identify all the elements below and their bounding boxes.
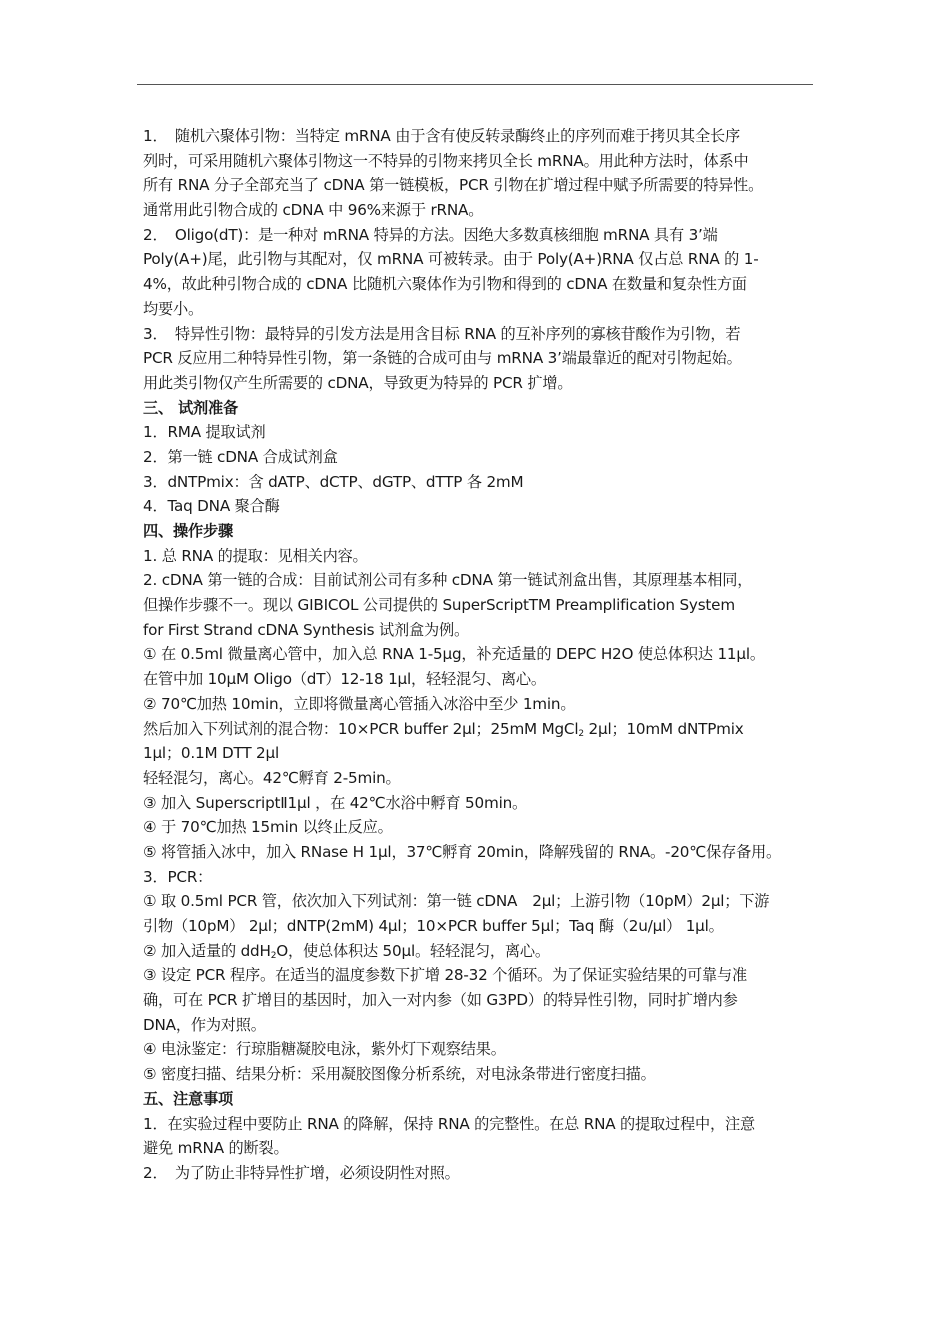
line-text: ③ 设定 PCR 程序。在适当的温度参数下扩增 28-32 个循环。为了保证实验结果的可靠与准 (143, 966, 747, 985)
line-text: ⑤ 将管插入冰中，加入 RNase H 1μl，37℃孵育 20min，降解残留的 RNA。-20℃保存备用。 (143, 842, 782, 861)
line-text: 然后加入下列试剂的混合物：10×PCR buffer 2μl；25mM MgCl (143, 719, 579, 738)
line-text: 3． 特异性引物：最特异的引发方法是用含目标 RNA 的互补序列的寡核苷酸作为引物，若 (143, 324, 741, 343)
text-line (143, 494, 815, 519)
text-line (143, 544, 815, 569)
line-text: 4．Taq DNA 聚合酶 (143, 497, 280, 516)
line-text: 三、 试剂准备 (143, 398, 239, 417)
text-line (143, 346, 815, 371)
text-line (143, 1136, 815, 1161)
text-line (143, 223, 815, 248)
text-line (143, 322, 815, 347)
line-text: ④ 于 70℃加热 15min 以终止反应。 (143, 818, 393, 837)
line-text: 列时，可采用随机六聚体引物这一不特异的引物来拷贝全长 mRNA。用此种方法时，体系中 (143, 151, 749, 170)
line-text: ④ 电泳鉴定：行琼脂糖凝胶电泳，紫外灯下观察结果。 (143, 1040, 506, 1059)
text-line (143, 667, 815, 692)
text-line (143, 741, 815, 766)
text-line (143, 247, 815, 272)
line-text: 五、注意事项 (143, 1089, 233, 1108)
line-text: 2． Oligo(dT)：是一种对 mRNA 特异的方法。因绝大多数真核细胞 mRNA 具有 3’端 (143, 225, 718, 244)
text-line (143, 963, 815, 988)
line-text: 所有 RNA 分子全部充当了 cDNA 第一链模板，PCR 引物在扩增过程中赋予所需要的特异性。 (143, 176, 764, 195)
line-text: 但操作步骤不一。现以 GIBICOL 公司提供的 SuperScriptTM Preamplification System (143, 596, 735, 615)
line-text: 避免 mRNA 的断裂。 (143, 1139, 289, 1158)
text-line (143, 420, 815, 445)
text-line (143, 1013, 815, 1038)
text-line (143, 618, 815, 643)
line-text-after: 2μl；10mM dNTPmix (583, 719, 744, 738)
text-line (143, 1037, 815, 1062)
text-line (143, 642, 815, 667)
line-text: 4%，故此种引物合成的 cDNA 比随机六聚体作为引物和得到的 cDNA 在数量和复杂性方面 (143, 275, 747, 294)
line-text: 1．RMA 提取试剂 (143, 423, 266, 442)
line-text: ② 加入适量的 ddH (143, 941, 271, 960)
text-line (143, 297, 815, 322)
text-line (143, 717, 815, 742)
line-text: 1．在实验过程中要防止 RNA 的降解，保持 RNA 的完整性。在总 RNA 的提取过程中，注意 (143, 1114, 755, 1133)
text-line (143, 371, 815, 396)
line-text: 2. cDNA 第一链的合成：目前试剂公司有多种 cDNA 第一链试剂盒出售，其原理基本相同， (143, 571, 753, 590)
text-line (143, 692, 815, 717)
text-line (143, 939, 815, 964)
line-text: ② 70℃加热 10min，立即将微量离心管插入冰浴中至少 1min。 (143, 694, 576, 713)
line-text: 3．dNTPmix：含 dATP、dCTP、dGTP、dTTP 各 2mM (143, 472, 524, 491)
line-text: 1． 随机六聚体引物：当特定 mRNA 由于含有使反转录酶终止的序列而难于拷贝其全长序 (143, 127, 740, 145)
text-line (143, 766, 815, 791)
section-heading (143, 1087, 815, 1112)
line-text: 在管中加 10μM Oligo（dT）12-18 1μl，轻轻混匀、离心。 (143, 670, 546, 689)
line-text: 四、操作步骤 (143, 522, 233, 540)
line-text: 轻轻混匀，离心。42℃孵育 2-5min。 (143, 768, 401, 787)
line-text: 1. 总 RNA 的提取：见相关内容。 (143, 546, 368, 565)
text-line (143, 470, 815, 495)
text-line (143, 914, 815, 939)
subscript: 2 (578, 728, 584, 739)
text-line (143, 865, 815, 890)
line-text: Poly(A+)尾，此引物与其配对，仅 mRNA 可被转录。由于 Poly(A+)RNA 仅占总 RNA 的 1- (143, 250, 759, 269)
line-text: ③ 加入 SuperscriptⅡ1μl ，在 42℃水浴中孵育 50min。 (143, 793, 528, 812)
document-body (143, 124, 815, 1186)
line-text: ① 在 0.5ml 微量离心管中，加入总 RNA 1-5μg，补充适量的 DEPC H2O 使总体积达 11μl。 (143, 645, 765, 664)
text-line (143, 445, 815, 470)
text-line (143, 889, 815, 914)
text-line (143, 815, 815, 840)
text-line (143, 173, 815, 198)
line-text: 用此类引物仅产生所需要的 cDNA，导致更为特异的 PCR 扩增。 (143, 373, 573, 392)
line-text: 1μl；0.1M DTT 2μl (143, 744, 279, 763)
section-heading (143, 396, 815, 421)
text-line (143, 198, 815, 223)
line-text: 引物（10pM） 2μl；dNTP(2mM) 4μl；10×PCR buffer 5μl；Taq 酶（2u/μl） 1μl。 (143, 917, 724, 935)
section-heading (143, 519, 815, 544)
line-text: 通常用此引物合成的 cDNA 中 96%来源于 rRNA。 (143, 201, 484, 220)
line-text: 2． 为了防止非特异性扩增，必须设阴性对照。 (143, 1163, 460, 1182)
text-line (143, 272, 815, 297)
subscript: 2 (270, 950, 277, 961)
line-text: 均要小。 (143, 299, 203, 318)
text-line (143, 593, 815, 618)
text-line (143, 840, 815, 865)
line-text: ① 取 0.5ml PCR 管，依次加入下列试剂：第一链 cDNA 2μl；上游引物（10pM）2μl；下游 (143, 892, 770, 911)
text-line (143, 1112, 815, 1137)
text-line (143, 1062, 815, 1087)
header-rule (137, 84, 813, 85)
text-line (143, 149, 815, 174)
line-text: 确，可在 PCR 扩增目的基因时，加入一对内参（如 G3PD）的特异性引物，同时扩增内参 (143, 991, 738, 1010)
text-line (143, 988, 815, 1013)
text-line (143, 124, 815, 149)
line-text: DNA，作为对照。 (143, 1015, 266, 1034)
line-text: ⑤ 密度扫描、结果分析：采用凝胶图像分析系统，对电泳条带进行密度扫描。 (143, 1065, 656, 1084)
text-line (143, 1161, 815, 1186)
text-line (143, 791, 815, 816)
line-text: PCR 反应用二种特异性引物，第一条链的合成可由与 mRNA 3’端最靠近的配对引物起始。 (143, 349, 742, 368)
text-line (143, 568, 815, 593)
line-text: 2．第一链 cDNA 合成试剂盒 (143, 447, 338, 466)
line-text: 3．PCR： (143, 867, 213, 886)
line-text-after: O，使总体积达 50μl。轻轻混匀，离心。 (276, 941, 550, 960)
line-text: for First Strand cDNA Synthesis 试剂盒为例。 (143, 620, 469, 639)
